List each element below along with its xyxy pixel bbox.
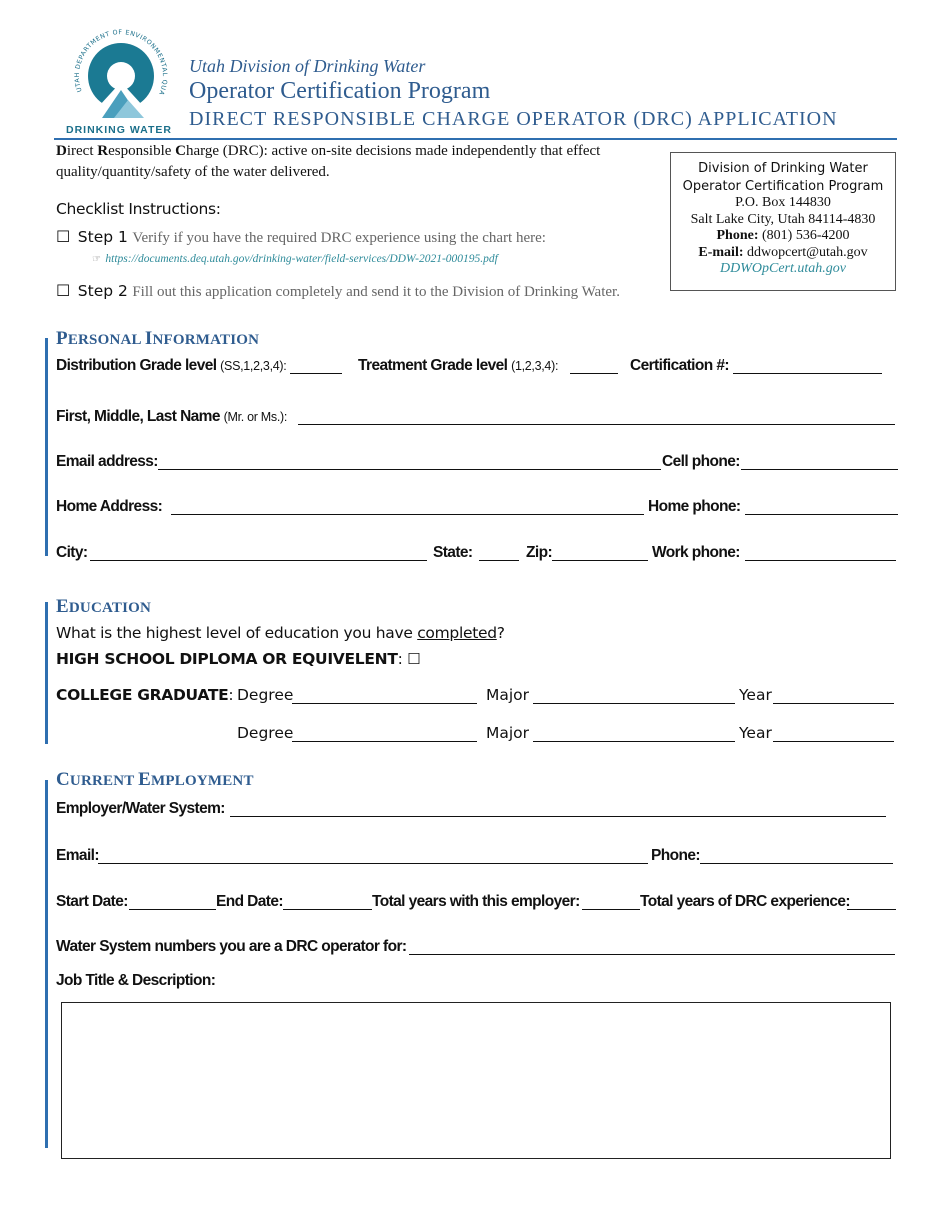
step1-label: Step 1 (77, 228, 128, 246)
job-title-label: Job Title & Description: (56, 972, 216, 989)
address-division: Division of Drinking Water (698, 161, 868, 176)
high-school-checkbox[interactable]: ☐ (407, 650, 421, 668)
water-system-numbers-label: Water System numbers you are a DRC operator for: (56, 938, 407, 955)
step1-checkbox[interactable]: ☐ (56, 227, 71, 246)
employer-email-label: Email: (56, 847, 99, 864)
pointing-hand-icon: ☞ (92, 254, 101, 265)
full-name-field[interactable] (298, 424, 895, 425)
personal-heading: PERSONAL INFORMATION (56, 328, 260, 349)
employer-field[interactable] (230, 816, 886, 817)
header-division: Utah Division of Drinking Water (189, 56, 426, 76)
logo-ring-text: UTAH DEPARTMENT OF ENVIRONMENTAL QUA (73, 29, 169, 97)
zip-field[interactable] (552, 560, 648, 561)
city-label: City: (56, 544, 88, 561)
major-2-label: Major (486, 724, 530, 742)
state-field[interactable] (479, 560, 519, 561)
total-drc-years-label: Total years of DRC experience: (640, 893, 850, 910)
header-program: Operator Certification Program (189, 78, 491, 104)
education-heading: EDUCATION (56, 596, 152, 617)
start-date-field[interactable] (129, 909, 216, 910)
employment-heading: CURRENT EMPLOYMENT (56, 769, 254, 790)
city-field[interactable] (90, 560, 427, 561)
address-city: Salt Lake City, Utah 84114-4830 (690, 211, 876, 227)
employer-phone-field[interactable] (700, 863, 893, 864)
intro-text: Direct Responsible Charge (DRC): active on-site decisions made independently that effect quality/quantity/safety of the water delivered. (56, 143, 601, 180)
email-address-label: Email address: (56, 453, 158, 470)
zip-label: Zip: (526, 544, 553, 561)
distribution-grade-field[interactable] (290, 373, 342, 374)
year-1-label: Year (739, 686, 772, 704)
home-phone-label: Home phone: (648, 498, 741, 515)
education-section-bar (45, 602, 48, 744)
logo-caption: DRINKING WATER (66, 124, 172, 136)
step2-label: Step 2 (77, 282, 128, 300)
address-box (670, 152, 896, 291)
step2-text: Fill out this application completely and send it to the Division of Drinking Water. (132, 284, 620, 300)
address-program: Operator Certification Program (682, 178, 884, 194)
end-date-label: End Date: (216, 893, 283, 910)
step1-link[interactable]: https://documents.deq.utah.gov/drinking-water/field-services/DDW-2021-000195.pdf (105, 253, 498, 265)
address-po-box: P.O. Box 144830 (735, 195, 831, 210)
cell-phone-field[interactable] (741, 469, 898, 470)
year-2-field[interactable] (773, 741, 894, 742)
certification-field[interactable] (733, 373, 882, 374)
degree-2-field[interactable] (292, 741, 477, 742)
major-1-field[interactable] (533, 703, 735, 704)
work-phone-label: Work phone: (652, 544, 740, 561)
degree-1-label: Degree (237, 686, 294, 704)
step2-row (56, 281, 620, 301)
start-date-label: Start Date: (56, 893, 128, 910)
college-graduate-label: COLLEGE GRADUATE: (56, 686, 234, 704)
major-2-field[interactable] (533, 741, 735, 742)
address-email: E-mail: ddwopcert@utah.gov (698, 244, 868, 260)
job-description-textarea[interactable] (61, 1002, 891, 1159)
header-rule (54, 138, 897, 140)
total-employer-years-field[interactable] (582, 909, 640, 910)
education-question: What is the highest level of education you have completed? (56, 624, 505, 642)
high-school-row: HIGH SCHOOL DIPLOMA OR EQUIVELENT: ☐ (56, 650, 421, 668)
personal-section-bar (45, 338, 48, 556)
total-employer-years-label: Total years with this employer: (372, 893, 580, 910)
major-1-label: Major (486, 686, 530, 704)
home-phone-field[interactable] (745, 514, 898, 515)
employment-section-bar (45, 780, 48, 1148)
home-address-label: Home Address: (56, 498, 163, 515)
step1-text: Verify if you have the required DRC experience using the chart here: (132, 230, 546, 246)
home-address-field[interactable] (171, 514, 644, 515)
step1-row (56, 227, 546, 247)
high-school-label: HIGH SCHOOL DIPLOMA OR EQUIVELENT (56, 650, 398, 668)
water-system-numbers-field[interactable] (409, 954, 895, 955)
work-phone-field[interactable] (745, 560, 896, 561)
ddw-logo (62, 18, 180, 138)
header-application: DIRECT RESPONSIBLE CHARGE OPERATOR (DRC) APPLICATION (189, 108, 838, 130)
treatment-grade-field[interactable] (570, 373, 618, 374)
cell-phone-label: Cell phone: (662, 453, 740, 470)
employer-label: Employer/Water System: (56, 800, 225, 817)
step1-link-row (92, 249, 498, 267)
year-1-field[interactable] (773, 703, 894, 704)
year-2-label: Year (739, 724, 772, 742)
end-date-field[interactable] (283, 909, 372, 910)
checklist-title: Checklist Instructions: (56, 200, 221, 218)
treatment-grade-label: Treatment Grade level (1,2,3,4): (358, 357, 559, 374)
degree-2-label: Degree (237, 724, 294, 742)
full-name-label: First, Middle, Last Name (Mr. or Ms.): (56, 408, 288, 425)
address-phone: Phone: (801) 536-4200 (716, 228, 850, 243)
email-address-field[interactable] (158, 469, 661, 470)
total-drc-years-field[interactable] (847, 909, 896, 910)
degree-1-field[interactable] (292, 703, 477, 704)
employer-email-field[interactable] (98, 863, 648, 864)
drinking-water-emblem-icon (62, 18, 180, 122)
distribution-grade-label: Distribution Grade level (SS,1,2,3,4): (56, 357, 287, 374)
employer-phone-label: Phone: (651, 847, 700, 864)
certification-label: Certification #: (630, 357, 729, 374)
state-label: State: (433, 544, 473, 561)
address-website-link[interactable]: DDWOpCert.utah.gov (720, 261, 846, 276)
step2-checkbox[interactable]: ☐ (56, 281, 71, 300)
